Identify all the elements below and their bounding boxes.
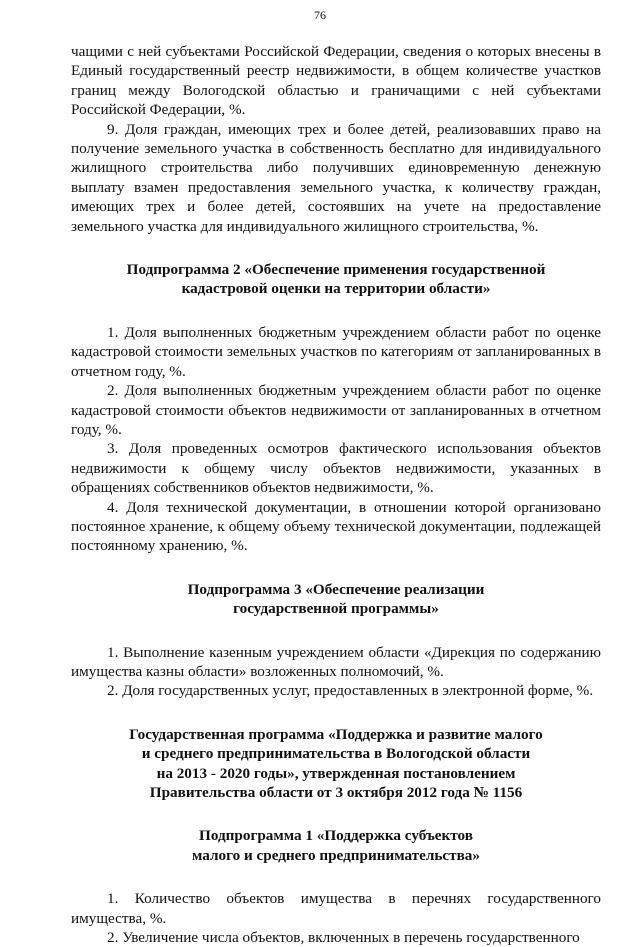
section-heading bbox=[71, 260, 601, 299]
heading-line: Подпрограмма 3 «Обеспечение реализации bbox=[187, 580, 485, 598]
paragraph: 1. Количество объектов имущества в перечнях государственного имущества, %. bbox=[71, 890, 601, 927]
heading-line: кадастровой оценки на территории области» bbox=[181, 280, 491, 298]
paragraph: 3. Доля проведенных осмотров фактического использования объектов недвижимости к общему числу объектов недвижимости, указанных в обращениях собственников объектов недвижимости, %. bbox=[71, 440, 601, 497]
paragraph: 2. Увеличение числа объектов, включенных в перечень государственного bbox=[107, 929, 580, 947]
paragraph: 2. Доля государственных услуг, предоставленных в электронной форме, %. bbox=[107, 682, 594, 700]
heading-line: государственной программы» bbox=[233, 600, 439, 618]
paragraph: чащими с ней субъектами Российской Федерации, сведения о которых внесены в Единый государственный реестр недвижимости, в общем количестве участков границ между Вологодской областью и граничащими с ней субъектами Российской Федерации, %. bbox=[71, 43, 601, 119]
section-heading bbox=[71, 580, 601, 619]
document-body bbox=[71, 42, 601, 947]
paragraph: 9. Доля граждан, имеющих трех и более детей, реализовавших право на получение земельного участка в собственность бесплатно для индивидуального жилищного строительства либо получивших единовременную денежную выплату взамен предоставления земельного участка, к количеству граждан, имеющих трех и более детей, состоявших на учете на предоставление земельного участка для индивидуального жилищного строительства, %. bbox=[71, 120, 601, 235]
paragraph: 1. Доля выполненных бюджетным учреждением области работ по оценке кадастровой стоимости земельных участков по категориям от запланированных в отчетном году, %. bbox=[71, 323, 601, 380]
paragraph: 4. Доля технической документации, в отношении которой организовано постоянное хранение, к общему объему технической документации, подлежащей постоянному хранению, %. bbox=[71, 498, 601, 555]
heading-line: и среднего предпринимательства в Вологодской области bbox=[141, 745, 531, 763]
heading-line: на 2013 - 2020 годы», утвержденная постановлением bbox=[156, 764, 516, 782]
section-heading bbox=[71, 826, 601, 865]
paragraph: 1. Выполнение казенным учреждением области «Дирекция по содержанию имущества казны области» возложенных полномочий, %. bbox=[71, 643, 601, 680]
heading-line: Государственная программа «Поддержка и развитие малого bbox=[129, 725, 543, 743]
paragraph: 2. Доля выполненных бюджетным учреждением области работ по оценке кадастровой стоимости объектов недвижимости от запланированных в отчетном году, %. bbox=[71, 382, 601, 438]
heading-line: малого и среднего предпринимательства» bbox=[191, 846, 480, 864]
section-heading bbox=[71, 725, 601, 803]
heading-line: Правительства области от 3 октября 2012 года № 1156 bbox=[149, 784, 523, 801]
heading-line: Подпрограмма 2 «Обеспечение применения государственной bbox=[126, 261, 546, 279]
heading-line: Подпрограмма 1 «Поддержка субъектов bbox=[199, 827, 473, 845]
page-number: 76 bbox=[314, 8, 326, 22]
